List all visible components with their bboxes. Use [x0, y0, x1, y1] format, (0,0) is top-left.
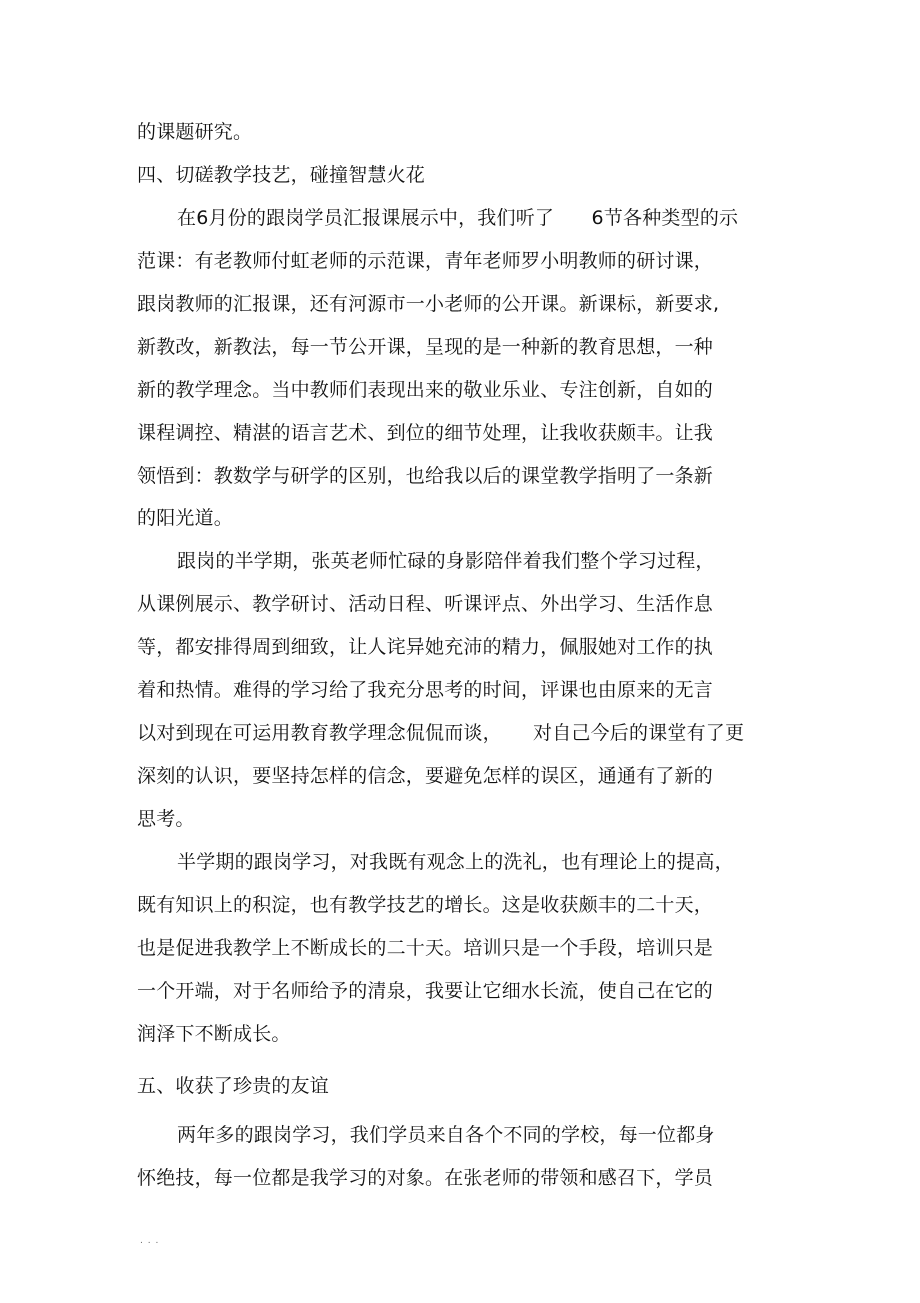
text-line: 新教改，新教法，每一节公开课，呈现的是一种新的教育思想，一种 [137, 336, 714, 358]
text-line: 在6月份的跟岗学员汇报课展示中，我们听了 6节各种类型的示 [177, 207, 739, 229]
text-line: 课程调控、精湛的语言艺术、到位的细节处理，让我收获颇丰。让我 [137, 422, 714, 444]
text-line: 范课：有老教师付虹老师的示范课，青年老师罗小明教师的研讨课， [137, 250, 714, 272]
text-line: 领悟到：教数学与研学的区别，也给我以后的课堂教学指明了一条新 [137, 465, 714, 487]
text-line: 怀绝技，每一位都是我学习的对象。在张老师的带领和感召下，学员 [137, 1167, 714, 1189]
text-line: 新的教学理念。当中教师们表现出来的敬业乐业、专注创新，自如的 [137, 379, 714, 401]
text-line: 的阳光道。 [137, 507, 234, 529]
text-line: 一个开端，对于名师给予的清泉，我要让它细水长流，使自己在它的 [137, 980, 714, 1002]
text-line: 润泽下不断成长。 [137, 1023, 291, 1045]
section-heading: 四、切磋教学技艺，碰撞智慧火花 [137, 164, 426, 186]
page-footer-mark: . . . [140, 1236, 160, 1246]
text-line: 着和热情。难得的学习给了我充分思考的时间，评课也由原来的无言 [137, 679, 714, 701]
text-line: 深刻的认识，要坚持怎样的信念，要避免怎样的误区，通通有了新的 [137, 765, 714, 787]
text-line: 等，都安排得周到细致，让人诧异她充沛的精力，佩服她对工作的执 [137, 636, 714, 658]
text-line: 也是促进我教学上不断成长的二十天。培训只是一个手段，培训只是 [137, 937, 714, 959]
section-heading: 五、收获了珍贵的友谊 [137, 1075, 330, 1097]
text-line: 两年多的跟岗学习，我们学员来自各个不同的学校，每一位都身 [177, 1124, 715, 1146]
text-line: 从课例展示、教学研讨、活动日程、听课评点、外出学习、生活作息 [137, 593, 714, 615]
text-line: 以对到现在可运用教育教学理念侃侃而谈， 对自己今后的课堂有了更 [137, 722, 745, 744]
text-line: 跟岗教师的汇报课，还有河源市一小老师的公开课。新课标，新要求, [137, 293, 720, 315]
text-line: 半学期的跟岗学习，对我既有观念上的洗礼，也有理论上的提高， [177, 851, 734, 873]
text-line: 的课题研究。 [137, 121, 253, 143]
text-line: 思考。 [137, 808, 195, 830]
text-line: 跟岗的半学期，张英老师忙碌的身影陪伴着我们整个学习过程， [177, 550, 715, 572]
text-line: 既有知识上的积淀，也有教学技艺的增长。这是收获颇丰的二十天， [137, 894, 714, 916]
